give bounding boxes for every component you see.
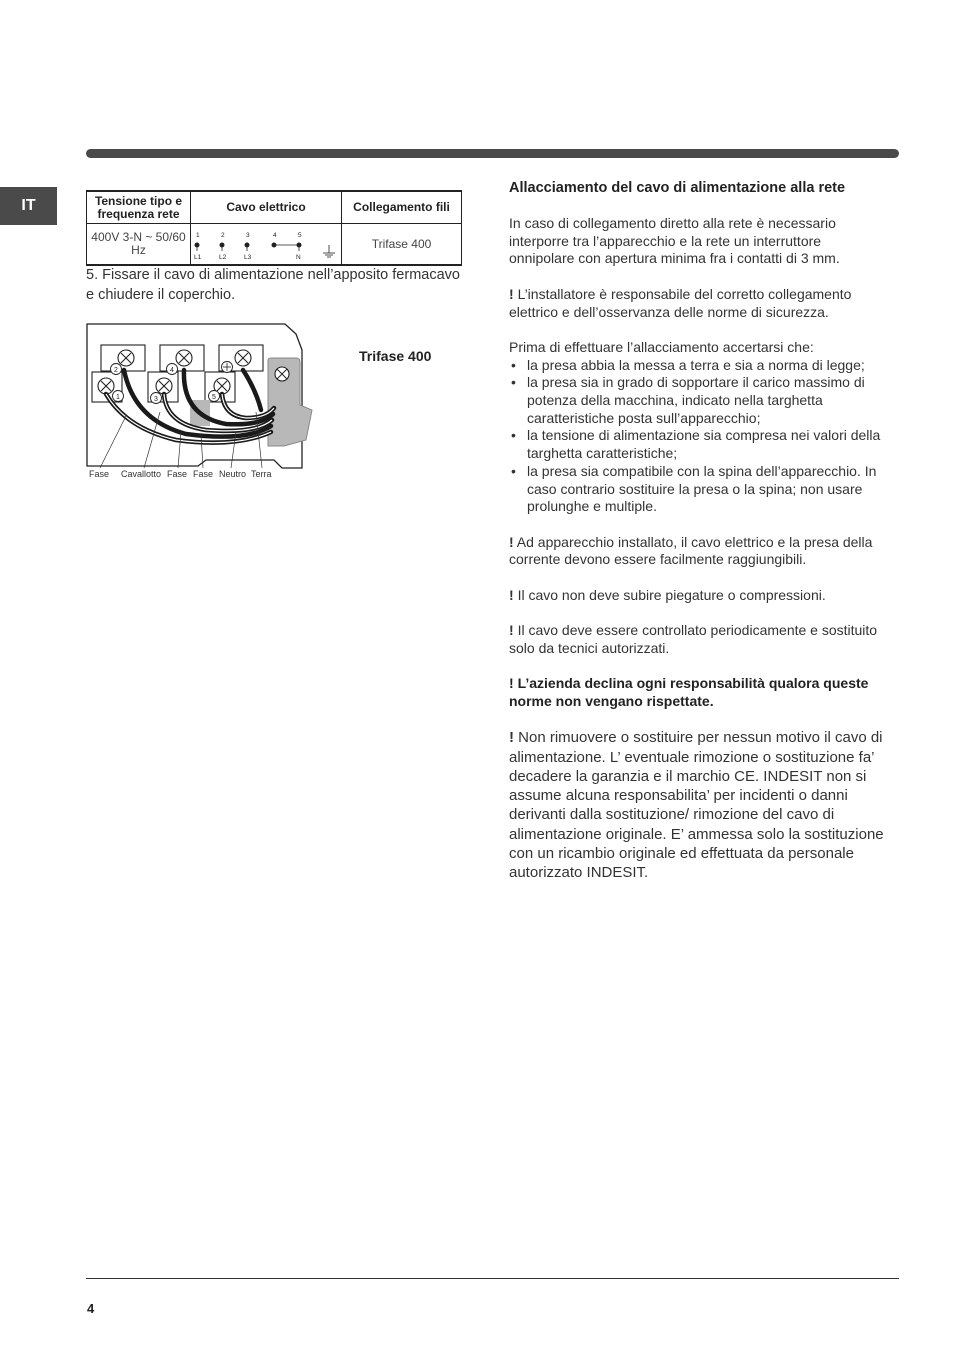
note-accessible-text: Ad apparecchio installato, il cavo elettrico e la presa della corrente devono essere facilmente raggiungibili.: [509, 533, 873, 568]
note-bending-text: Il cavo non deve subire piegature o compressioni.: [517, 586, 826, 603]
wiring-table: [86, 190, 462, 266]
header-connection: Collegamento fili: [342, 191, 462, 224]
right-column: [509, 179, 885, 900]
note-accessible: [509, 534, 885, 569]
bottom-rule: [86, 1278, 899, 1279]
checklist-intro: Prima di effettuare l’allacciamento accertarsi che:: [509, 338, 814, 355]
label-fase-3: Fase: [193, 469, 214, 479]
table-header-row: [87, 191, 462, 224]
wiring-schematic-icon: [191, 226, 341, 262]
wire-label-l2: L2: [219, 254, 227, 261]
cell-wiring-schematic: [191, 224, 342, 266]
section-title: Allacciamento del cavo di alimentazione alla rete: [509, 180, 846, 196]
warning-mark: !: [509, 675, 514, 692]
note-installer: [509, 286, 885, 321]
terminal-number-5: 5: [212, 394, 216, 401]
note-inspection-text: Il cavo deve essere controllato periodicamente e sostituito solo da tecnici autorizzati.: [509, 622, 878, 656]
wire-label-n: N: [296, 254, 301, 261]
wire-label-l3: L3: [244, 254, 252, 261]
note-installer-text: L’installatore è responsabile del corretto collegamento elettrico e dell’osservanza delle norme di sicurezza.: [509, 285, 852, 320]
checklist: [509, 357, 885, 516]
wire-number-2: 2: [221, 232, 225, 239]
paragraph-connection: In caso di collegamento diretto alla rete è necessario interporre tra l’apparecchio e la rete un interruttore onnipolare con apertura minima fra i contatti di 3 mm.: [509, 215, 840, 267]
terminal-block-diagram: [86, 320, 316, 472]
terminal-number-3: 3: [154, 396, 158, 403]
warning-mark: !: [509, 285, 514, 302]
list-item: • la presa abbia la messa a terra e sia a norma di legge;: [509, 357, 885, 375]
top-rule: [86, 149, 899, 158]
label-cavallotto: Cavallotto: [121, 469, 162, 479]
header-cable: Cavo elettrico: [191, 191, 342, 224]
list-item: • la tensione di alimentazione sia compresa nei valori della targhetta caratteristiche;: [509, 427, 885, 462]
table-row: [87, 224, 462, 266]
note-replacement-text: Non rimuovere o sostituire per nessun motivo il cavo di alimentazione. L’ eventuale rimozione o sostituzione fa’ decadere la garanzia e il marchio CE. INDESIT non si assume alcuna responsabilita’ per incidenti o danni derivanti dalla sostituzione/ rimozione del cavo di alimentazione originale. E’ ammessa solo la sostituzione con un ricambio originale ed effettuata da personale autorizzato INDESIT.: [509, 729, 884, 882]
note-bending: [509, 587, 885, 605]
list-item: • la presa sia compatibile con la spina dell’apparecchio. In caso contrario sostituire la presa o la spina; non usare prolunghe e multiple.: [509, 463, 885, 516]
cell-connection: Trifase 400: [342, 224, 462, 266]
label-terra: Terra: [251, 469, 272, 479]
header-voltage: Tensione tipo e frequenza rete: [87, 191, 191, 224]
warning-mark: !: [509, 586, 514, 603]
diagram-caption: Trifase 400: [359, 348, 432, 364]
cell-voltage: 400V 3-N ~ 50/60 Hz: [87, 224, 191, 266]
language-tab: [0, 187, 57, 225]
list-item: • la presa sia in grado di sopportare il carico massimo di potenza della macchina, indicato nella targhetta caratteristiche posta sull’apparecchio;: [509, 374, 885, 427]
note-disclaimer-text: L’azienda declina ogni responsabilità qualora queste norme non vengano rispettate.: [509, 675, 869, 709]
wire-number-4: 4: [273, 232, 277, 239]
wire-label-l1: L1: [194, 254, 202, 261]
wire-number-3: 3: [246, 232, 250, 239]
label-fase-1: Fase: [89, 469, 110, 479]
wire-number-1: 1: [196, 232, 200, 239]
language-tab-label: IT: [21, 197, 36, 214]
label-neutro: Neutro: [219, 469, 247, 479]
label-fase-2: Fase: [167, 469, 188, 479]
terminal-number-4: 4: [170, 367, 174, 374]
note-replacement: [509, 728, 885, 882]
warning-mark: !: [509, 729, 514, 747]
warning-mark: !: [509, 533, 514, 550]
note-disclaimer: [509, 675, 885, 710]
step-5-text: 5. Fissare il cavo di alimentazione nell’apposito fermacavo e chiudere il coperchio.: [86, 267, 460, 303]
page-number: 4: [87, 1301, 95, 1316]
note-inspection: [509, 622, 885, 657]
terminal-number-2: 2: [114, 367, 118, 374]
wire-number-5: 5: [298, 232, 302, 239]
terminal-number-1: 1: [116, 394, 120, 401]
warning-mark: !: [509, 622, 514, 639]
